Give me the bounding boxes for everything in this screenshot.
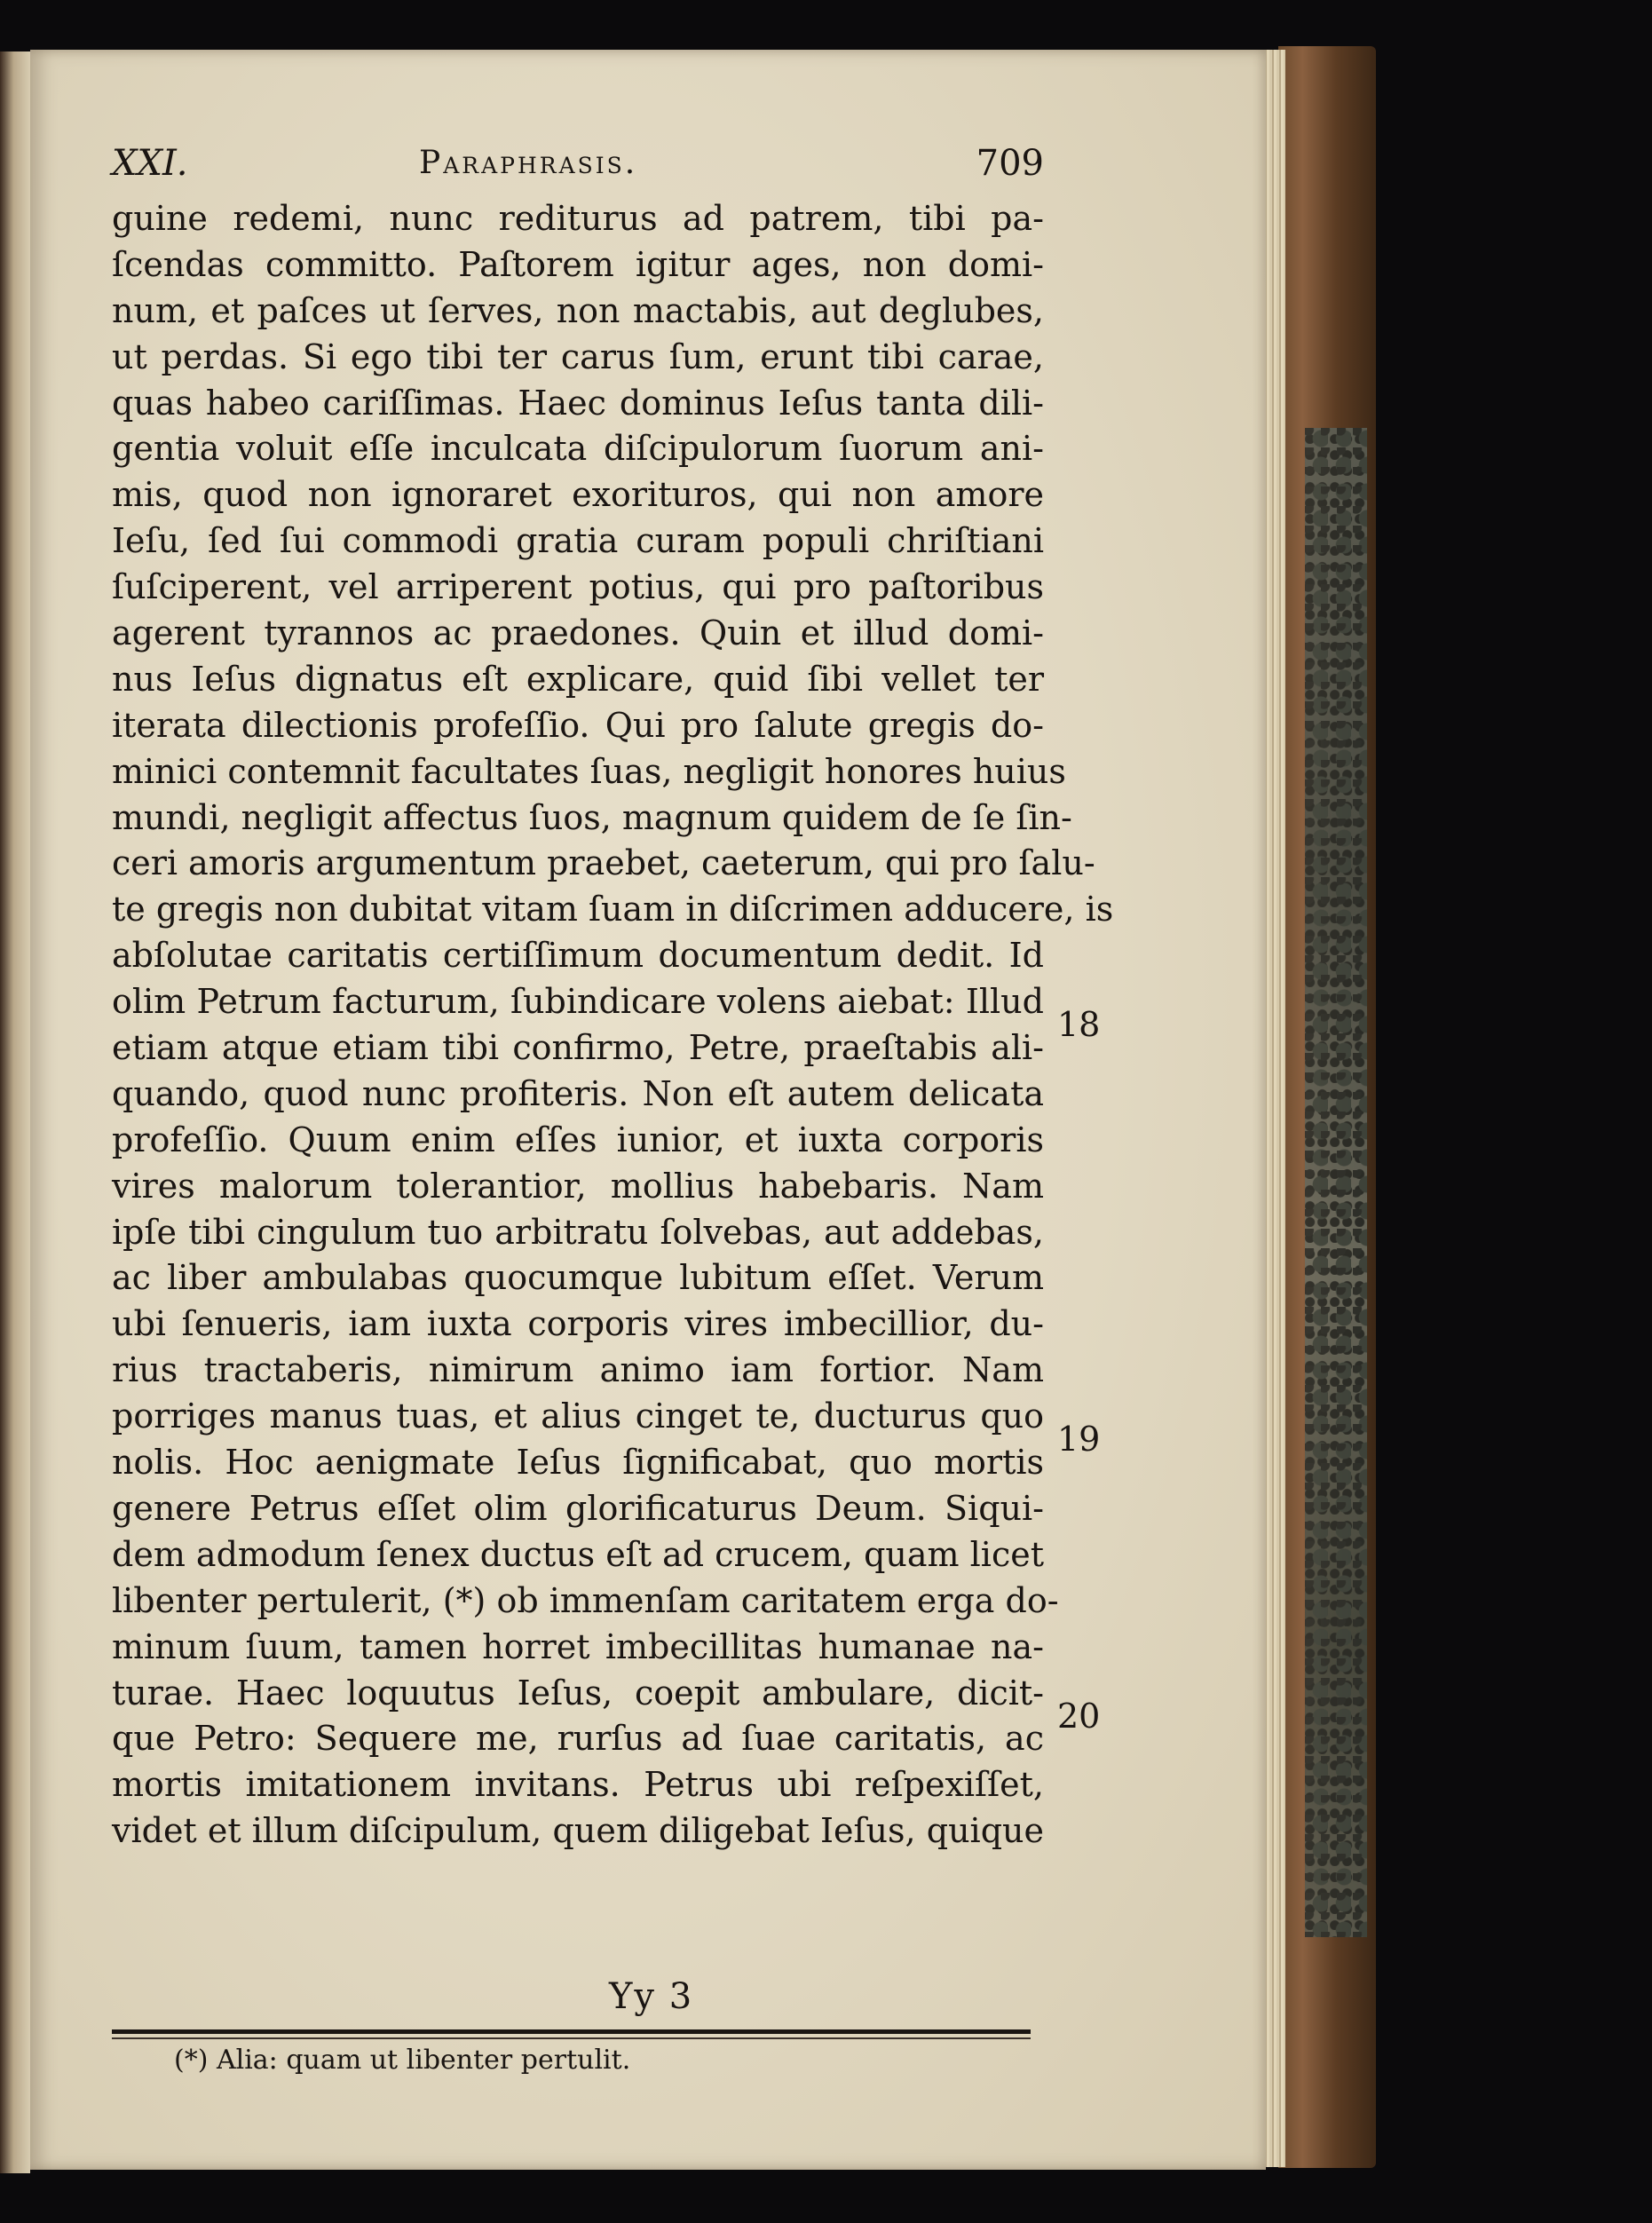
text-line: gentia voluit eſſe inculcata diſcipulorum ſuorum ani-	[112, 429, 1044, 469]
text-line: ipſe tibi cingulum tuo arbitratu ſolvebas, aut addebas,	[112, 1212, 1044, 1252]
book-page	[30, 50, 1266, 2170]
text-line: agerent tyrannos ac praedones. Quin et illud domi-	[112, 613, 1044, 653]
text-line: dem admodum ſenex ductus eſt ad crucem, quam licet	[112, 1534, 1044, 1574]
text-block	[112, 143, 1114, 2076]
text-line: quando, quod nunc profiteris. Non eſt autem delicata	[112, 1073, 1044, 1113]
facing-page-edge	[0, 51, 30, 2173]
text-line: que Petro: Sequere me, rurſus ad ſuae caritatis, ac	[112, 1719, 1044, 1759]
footnote: (*) Alia: quam ut libenter pertulit.	[174, 2045, 631, 2076]
text-line: iterata dilectionis profeſſio. Qui pro ſalute gregis do-	[112, 705, 1044, 745]
text-line: porriges manus tuas, et alius cinget te, ducturus quo	[112, 1396, 1044, 1436]
text-line: mortis imitationem invitans. Petrus ubi reſpexiſſet,	[112, 1765, 1044, 1805]
text-line: videt et illum diſcipulum, quem diligebat Ieſus, quique	[112, 1811, 1044, 1851]
text-line: mundi, negligit affectus ſuos, magnum quidem de ſe ſin-	[112, 797, 1072, 837]
footnote-rule-thin	[112, 2037, 1031, 2039]
printer-signature: Yy 3	[609, 1976, 694, 2017]
text-line: turae. Haec loquutus Ieſus, coepit ambulare, dicit-	[112, 1673, 1044, 1713]
text-line: abſolutae caritatis certiſſimum documentum dedit. Id	[112, 936, 1044, 976]
text-line: ſcendas committo. Paſtorem igitur ages, non domi-	[112, 244, 1044, 284]
text-line: olim Petrum facturum, ſubindicare volens aiebat: Illud	[112, 982, 1044, 1022]
footnote-rule	[112, 2029, 1031, 2034]
book-cover-edge	[1278, 46, 1376, 2168]
text-line: te gregis non dubitat vitam ſuam in diſcrimen adducere, is	[112, 890, 1114, 930]
text-line: quas habeo cariſſimas. Haec dominus Ieſus tanta dili-	[112, 383, 1044, 423]
verse-number-18: 18	[1057, 1005, 1101, 1044]
text-line: guine redemi, nunc rediturus ad patrem, tibi pa-	[112, 199, 1044, 238]
text-line: genere Petrus eſſet olim glorificaturus Deum. Siqui-	[112, 1488, 1044, 1528]
running-header	[112, 143, 1079, 196]
page-number: 709	[976, 143, 1044, 184]
text-line: num, et paſces ut ſerves, non mactabis, aut deglubes,	[112, 290, 1044, 330]
chapter-signature: XXI.	[112, 143, 188, 184]
text-line: ceri amoris argumentum praebet, caeterum, qui pro ſalu-	[112, 843, 1095, 883]
text-line: etiam atque etiam tibi confirmo, Petre, praeſtabis ali-	[112, 1028, 1044, 1068]
marbled-cover	[1305, 428, 1367, 1937]
text-line: ubi ſenueris, iam iuxta corporis vires imbecillior, du-	[112, 1304, 1044, 1344]
text-line: minici contemnit facultates ſuas, negligit honores huius	[112, 751, 1066, 791]
text-line: vires malorum tolerantior, mollius habebaris. Nam	[112, 1166, 1044, 1206]
text-line: nolis. Hoc aenigmate Ieſus ſignificabat, quo mortis	[112, 1443, 1044, 1483]
text-line: minum ſuum, tamen horret imbecillitas humanae na-	[112, 1626, 1044, 1666]
text-line: mis, quod non ignoraret exorituros, qui non amore	[112, 475, 1044, 515]
text-line: profeſſio. Quum enim eſſes iunior, et iuxta corporis	[112, 1119, 1044, 1159]
verse-number-19: 19	[1057, 1420, 1101, 1459]
text-line: ſuſciperent, vel arriperent potius, qui pro paſtoribus	[112, 567, 1044, 607]
verse-number-20: 20	[1057, 1697, 1101, 1736]
text-line: ut perdas. Si ego tibi ter carus ſum, erunt tibi carae,	[112, 336, 1044, 376]
text-line: ac liber ambulabas quocumque lubitum eſſet. Verum	[112, 1258, 1044, 1298]
text-line: nus Ieſus dignatus eſt explicare, quid ſibi vellet ter	[112, 659, 1044, 699]
text-line: Ieſu, ſed ſui commodi gratia curam populi chriſtiani	[112, 521, 1044, 561]
text-line: rius tractaberis, nimirum animo iam fortior. Nam	[112, 1350, 1044, 1390]
running-title: Paraphrasis.	[419, 145, 638, 181]
text-line: libenter pertulerit, (*) ob immenſam caritatem erga do-	[112, 1580, 1059, 1620]
